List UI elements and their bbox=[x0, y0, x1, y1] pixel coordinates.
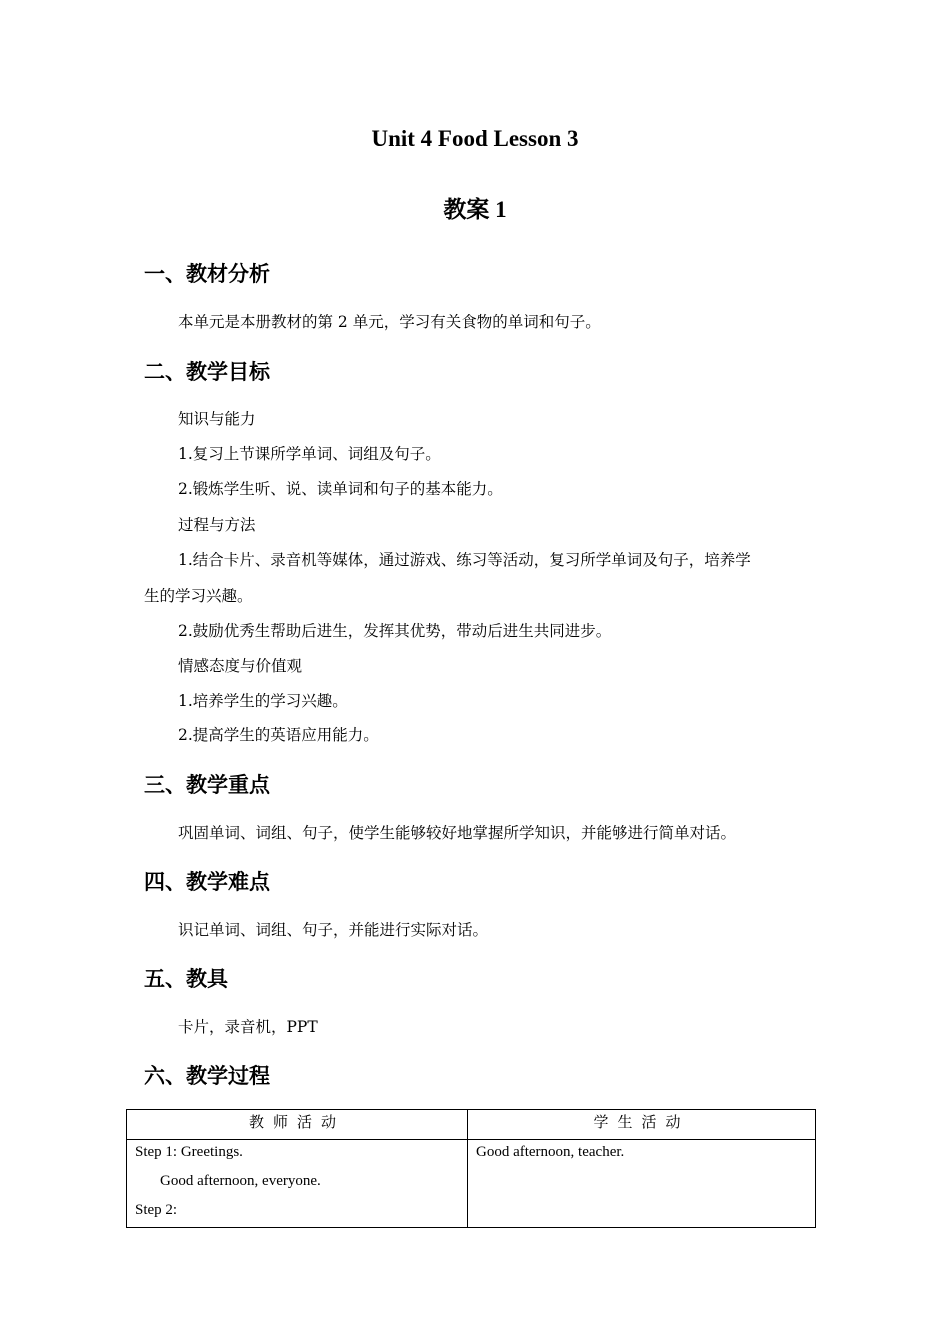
student-activity-cell bbox=[468, 1140, 816, 1228]
difficulties-text: 识记单词、词组、句子，并能进行实际对话。 bbox=[178, 921, 489, 939]
teacher-line: Step 2: bbox=[135, 1202, 178, 1218]
section-heading-difficulties: 四、教学难点 bbox=[144, 869, 270, 894]
objective-process-1-line2: 生的学习兴趣。 bbox=[144, 587, 253, 605]
section-heading-teaching-aids: 五、教具 bbox=[144, 966, 228, 991]
table-header-teacher bbox=[127, 1110, 468, 1140]
teacher-line: Good afternoon, everyone. bbox=[160, 1173, 321, 1189]
objective-emotion-2: 2.提高学生的英语应用能力。 bbox=[178, 726, 379, 744]
objective-knowledge-1: 1.复习上节课所学单词、词组及句子。 bbox=[178, 445, 441, 463]
objective-subheading-process: 过程与方法 bbox=[178, 516, 256, 534]
student-activity-header: 学生活动 bbox=[593, 1113, 690, 1131]
section-heading-key-points: 三、教学重点 bbox=[144, 772, 270, 797]
table-header-row bbox=[127, 1110, 816, 1140]
table-header-student bbox=[468, 1110, 816, 1140]
student-line: Good afternoon, teacher. bbox=[476, 1144, 625, 1160]
objective-process-1-line1: 1.结合卡片、录音机等媒体，通过游戏、练习等活动，复习所学单词及句子，培养学 bbox=[178, 551, 751, 569]
document-subtitle: 教案 1 bbox=[443, 197, 507, 222]
document-title: Unit 4 Food Lesson 3 bbox=[371, 126, 579, 151]
objective-subheading-knowledge: 知识与能力 bbox=[178, 410, 256, 428]
teaching-process-table bbox=[126, 1109, 816, 1228]
teacher-activity-cell bbox=[127, 1140, 468, 1228]
key-points-text: 巩固单词、词组、句子，使学生能够较好地掌握所学知识，并能够进行简单对话。 bbox=[178, 824, 737, 842]
teacher-activity-header: 教师活动 bbox=[248, 1113, 345, 1131]
objective-knowledge-2: 2.锻炼学生听、说、读单词和句子的基本能力。 bbox=[178, 480, 503, 498]
objective-subheading-emotion: 情感态度与价值观 bbox=[178, 657, 303, 675]
table-row bbox=[127, 1140, 816, 1228]
section-heading-teaching-process: 六、教学过程 bbox=[144, 1063, 270, 1088]
objective-process-2: 2.鼓励优秀生帮助后进生，发挥其优势，带动后进生共同进步。 bbox=[178, 622, 612, 640]
section-heading-objectives: 二、教学目标 bbox=[144, 359, 270, 384]
materials-text: 本单元是本册教材的第 2 单元，学习有关食物的单词和句子。 bbox=[178, 313, 601, 331]
teacher-line: Step 1: Greetings. bbox=[135, 1144, 243, 1160]
objective-emotion-1: 1.培养学生的学习兴趣。 bbox=[178, 692, 348, 710]
section-heading-materials: 一、教材分析 bbox=[144, 261, 270, 286]
teaching-aids-text: 卡片，录音机，PPT bbox=[178, 1018, 318, 1036]
